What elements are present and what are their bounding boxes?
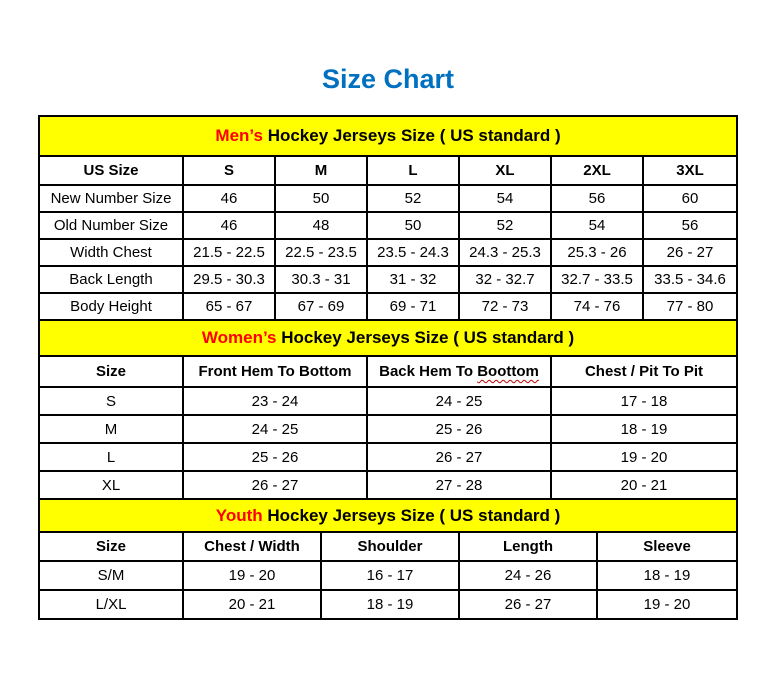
value-cell: 52 <box>367 185 459 212</box>
mens-section-title-rest: Hockey Jerseys Size ( US standard ) <box>262 126 561 145</box>
table-row <box>39 266 737 293</box>
table-row <box>39 212 737 239</box>
table-row <box>39 387 737 415</box>
row-label-cell: L <box>39 443 183 471</box>
womens-col-chest: Chest / Pit To Pit <box>551 356 737 387</box>
value-cell: 20 - 21 <box>183 590 321 619</box>
mens-size-table <box>38 115 738 321</box>
value-cell: 33.5 - 34.6 <box>643 266 737 293</box>
value-cell: 52 <box>459 212 551 239</box>
value-cell: 26 - 27 <box>643 239 737 266</box>
value-cell: 69 - 71 <box>367 293 459 320</box>
table-row <box>39 415 737 443</box>
row-label-cell: Back Length <box>39 266 183 293</box>
mens-section-header <box>39 116 737 156</box>
value-cell: 18 - 19 <box>551 415 737 443</box>
youth-section-title-rest: Hockey Jerseys Size ( US standard ) <box>262 505 561 525</box>
row-label-cell: M <box>39 415 183 443</box>
value-cell: 74 - 76 <box>551 293 643 320</box>
youth-col-chest-width: Chest / Width <box>183 532 321 561</box>
youth-col-size: Size <box>39 532 183 561</box>
mens-col-s: S <box>183 156 275 185</box>
value-cell: 18 - 19 <box>597 561 737 590</box>
value-cell: 54 <box>459 185 551 212</box>
value-cell: 31 - 32 <box>367 266 459 293</box>
value-cell: 30.3 - 31 <box>275 266 367 293</box>
row-label-cell: L/XL <box>39 590 183 619</box>
value-cell: 56 <box>551 185 643 212</box>
youth-section-title-red: Youth <box>215 505 263 525</box>
row-label-cell: Body Height <box>39 293 183 320</box>
value-cell: 77 - 80 <box>643 293 737 320</box>
womens-col-front-hem: Front Hem To Bottom <box>183 356 367 387</box>
womens-col-back-hem <box>367 356 551 387</box>
mens-col-3xl: 3XL <box>643 156 737 185</box>
womens-section-title-red: Women’s <box>201 328 277 347</box>
table-row <box>39 561 737 590</box>
mens-section-title-red: Men’s <box>215 126 263 145</box>
value-cell: 72 - 73 <box>459 293 551 320</box>
table-row <box>39 185 737 212</box>
value-cell: 16 - 17 <box>321 561 459 590</box>
womens-section-title <box>39 320 737 356</box>
value-cell: 60 <box>643 185 737 212</box>
value-cell: 26 - 27 <box>367 443 551 471</box>
table-row <box>39 590 737 619</box>
row-label-cell: S/M <box>39 561 183 590</box>
value-cell: 25 - 26 <box>183 443 367 471</box>
womens-section-header <box>39 320 737 356</box>
value-cell: 65 - 67 <box>183 293 275 320</box>
table-row <box>39 471 737 499</box>
row-label-cell: XL <box>39 471 183 499</box>
value-cell: 22.5 - 23.5 <box>275 239 367 266</box>
value-cell: 19 - 20 <box>597 590 737 619</box>
youth-col-length: Length <box>459 532 597 561</box>
mens-col-2xl: 2XL <box>551 156 643 185</box>
table-row <box>39 443 737 471</box>
mens-col-m: M <box>275 156 367 185</box>
youth-col-sleeve: Sleeve <box>597 532 737 561</box>
value-cell: 24 - 25 <box>183 415 367 443</box>
value-cell: 67 - 69 <box>275 293 367 320</box>
youth-section-header <box>39 499 737 532</box>
value-cell: 20 - 21 <box>551 471 737 499</box>
value-cell: 23.5 - 24.3 <box>367 239 459 266</box>
value-cell: 24.3 - 25.3 <box>459 239 551 266</box>
value-cell: 19 - 20 <box>183 561 321 590</box>
value-cell: 18 - 19 <box>321 590 459 619</box>
womens-column-header-row <box>39 356 737 387</box>
value-cell: 50 <box>367 212 459 239</box>
womens-size-table <box>38 319 738 500</box>
value-cell: 32.7 - 33.5 <box>551 266 643 293</box>
value-cell: 24 - 25 <box>367 387 551 415</box>
value-cell: 17 - 18 <box>551 387 737 415</box>
value-cell: 21.5 - 22.5 <box>183 239 275 266</box>
youth-col-shoulder: Shoulder <box>321 532 459 561</box>
value-cell: 48 <box>275 212 367 239</box>
value-cell: 54 <box>551 212 643 239</box>
value-cell: 46 <box>183 212 275 239</box>
value-cell: 23 - 24 <box>183 387 367 415</box>
page-title: Size Chart <box>321 64 455 94</box>
value-cell: 25.3 - 26 <box>551 239 643 266</box>
mens-section-title <box>39 116 737 156</box>
row-label-cell: Old Number Size <box>39 212 183 239</box>
row-label-cell: New Number Size <box>39 185 183 212</box>
back-hem-prefix: Back Hem To <box>379 363 478 380</box>
value-cell: 26 - 27 <box>183 471 367 499</box>
value-cell: 27 - 28 <box>367 471 551 499</box>
youth-size-table <box>38 498 738 620</box>
value-cell: 25 - 26 <box>367 415 551 443</box>
value-cell: 19 - 20 <box>551 443 737 471</box>
womens-col-size: Size <box>39 356 183 387</box>
mens-col-xl: XL <box>459 156 551 185</box>
table-row <box>39 293 737 320</box>
size-chart-container <box>38 115 736 620</box>
value-cell: 32 - 32.7 <box>459 266 551 293</box>
value-cell: 26 - 27 <box>459 590 597 619</box>
row-label-cell: Width Chest <box>39 239 183 266</box>
value-cell: 50 <box>275 185 367 212</box>
womens-section-title-rest: Hockey Jerseys Size ( US standard ) <box>276 328 575 347</box>
back-hem-misspelled-word: Boottom <box>477 363 539 380</box>
mens-col-l: L <box>367 156 459 185</box>
youth-column-header-row <box>39 532 737 561</box>
mens-column-header-row <box>39 156 737 185</box>
value-cell: 24 - 26 <box>459 561 597 590</box>
table-row <box>39 239 737 266</box>
youth-section-title <box>39 499 737 532</box>
row-label-cell: S <box>39 387 183 415</box>
value-cell: 29.5 - 30.3 <box>183 266 275 293</box>
mens-col-us-size: US Size <box>39 156 183 185</box>
value-cell: 56 <box>643 212 737 239</box>
value-cell: 46 <box>183 185 275 212</box>
